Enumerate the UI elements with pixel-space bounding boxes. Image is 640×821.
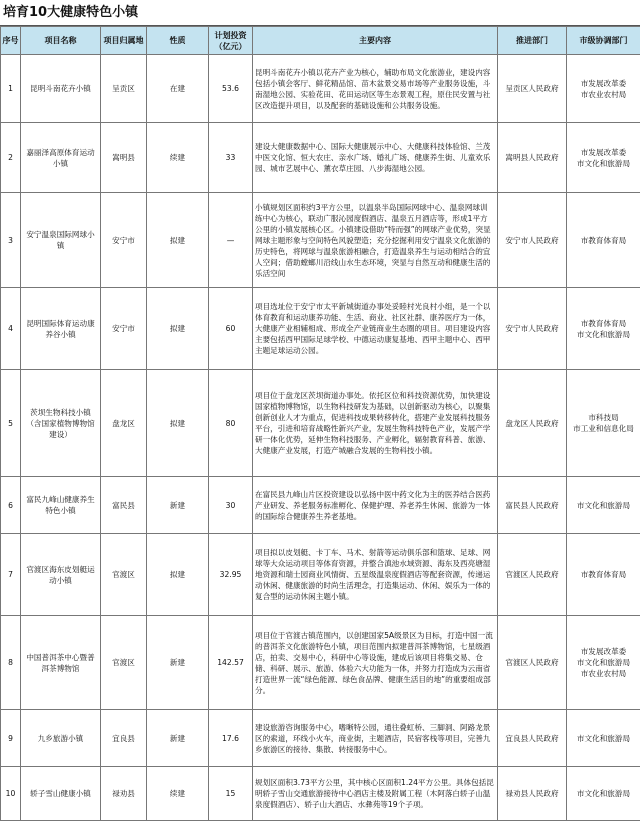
cell-nature: 拟建 <box>147 193 209 288</box>
cell-invest: 33 <box>209 123 253 193</box>
cell-no: 6 <box>1 477 21 534</box>
cell-coord: 市科技局 市工业和信息化局 <box>567 370 640 477</box>
cell-invest: 80 <box>209 370 253 477</box>
cell-place: 富民县 <box>101 477 147 534</box>
cell-dept: 官渡区人民政府 <box>498 616 567 710</box>
table-row <box>1 123 640 193</box>
cell-no: 4 <box>1 288 21 370</box>
table-row <box>1 477 640 534</box>
cell-place: 盘龙区 <box>101 370 147 477</box>
cell-no: 2 <box>1 123 21 193</box>
cell-name: 轿子雪山健康小镇 <box>21 767 101 821</box>
cell-no: 5 <box>1 370 21 477</box>
table-row <box>1 710 640 767</box>
table-row <box>1 288 640 370</box>
col-header-place: 项目归属地 <box>101 27 147 55</box>
cell-coord: 市发展改革委 市文化和旅游局 <box>567 123 640 193</box>
cell-no: 7 <box>1 534 21 616</box>
cell-place: 安宁市 <box>101 288 147 370</box>
cell-coord: 市文化和旅游局 <box>567 710 640 767</box>
cell-nature: 续建 <box>147 767 209 821</box>
cell-no: 10 <box>1 767 21 821</box>
cell-place: 官渡区 <box>101 616 147 710</box>
table-header-row <box>1 27 640 55</box>
cell-name: 九乡旅游小镇 <box>21 710 101 767</box>
cell-dept: 呈贡区人民政府 <box>498 55 567 123</box>
cell-name: 安宁温泉国际网球小镇 <box>21 193 101 288</box>
cell-nature: 在建 <box>147 55 209 123</box>
cell-coord: 市教育体育局 <box>567 534 640 616</box>
cell-dept: 安宁市人民政府 <box>498 288 567 370</box>
table-row <box>1 55 640 123</box>
table-row <box>1 534 640 616</box>
cell-no: 9 <box>1 710 21 767</box>
col-header-name: 项目名称 <box>21 27 101 55</box>
col-header-content: 主要内容 <box>253 27 498 55</box>
cell-content: 项目位于官渡古镇范围内，以创建国家5A级景区为目标，打造中国一流的普洱茶文化旅游特色小镇，项目范围内拟建普洱茶博物馆，七星级酒店，拍卖、交易中心，科研中心等设施，建成后该项目将集交易、仓储、科研、展示、旅游、体验六大功能为一体，并努力打造成为云南省打造世界一流“绿色能源、绿色食品牌、健康生活目的地”的重要组成部分。 <box>253 616 498 710</box>
cell-dept: 宜良县人民政府 <box>498 710 567 767</box>
cell-dept: 安宁市人民政府 <box>498 193 567 288</box>
cell-place: 呈贡区 <box>101 55 147 123</box>
cell-dept: 富民县人民政府 <box>498 477 567 534</box>
cell-coord: 市发展改革委 市文化和旅游局 市农业农村局 <box>567 616 640 710</box>
col-header-invest: 计划投资（亿元） <box>209 27 253 55</box>
cell-invest: 30 <box>209 477 253 534</box>
cell-nature: 拟建 <box>147 370 209 477</box>
projects-table <box>0 26 640 821</box>
cell-nature: 续建 <box>147 123 209 193</box>
cell-content: 在富民县九峰山片区投资建设以弘扬中医中药文化为主的医养结合医药产业研发、养老服务标准孵化、保健护理、养老养生休闲、旅游为一体的国际综合健康养生养老基地。 <box>253 477 498 534</box>
table-row <box>1 767 640 821</box>
cell-name: 茨坝生物科技小镇（含国家植物博物馆建设） <box>21 370 101 477</box>
table-row <box>1 370 640 477</box>
cell-invest: — <box>209 193 253 288</box>
table-row <box>1 193 640 288</box>
cell-dept: 禄劝县人民政府 <box>498 767 567 821</box>
cell-nature: 新建 <box>147 710 209 767</box>
cell-invest: 15 <box>209 767 253 821</box>
cell-dept: 官渡区人民政府 <box>498 534 567 616</box>
cell-name: 官渡区海东皮划艇运动小镇 <box>21 534 101 616</box>
cell-content: 建设旅游咨询服务中心，嗜晰特公园，通往叠虹桥、三脚洞、阿路龙景区的索道，环线小火车，商业街，主题酒店，民宿客栈等项目，完善九乡旅游区的接待、集散、转接服务中心。 <box>253 710 498 767</box>
cell-place: 官渡区 <box>101 534 147 616</box>
cell-nature: 拟建 <box>147 288 209 370</box>
cell-name: 嘉丽泽高原体育运动小镇 <box>21 123 101 193</box>
cell-content: 小镇规划区面积约3平方公里，以温泉半岛国际网球中心、温泉网球训练中心为核心，联动广服沁园度假酒店、温泉五月酒店等，形成1平方公里的小镇发展核心区。小镇建设借助“特而强”的网球产业优势，突显网球主题形象与空间特色风貌塑造；充分挖掘利用安宁温泉文化旅游的历史特色，将网球与温泉旅游相融合，打造温泉养生与运动相结合的宜人空间；借助螳螂川沿线山水生态环境，突显与自然互动和健康生活的乐活空间 <box>253 193 498 288</box>
col-header-nature: 性质 <box>147 27 209 55</box>
page-title: 培育10大健康特色小镇 <box>0 0 640 26</box>
cell-content: 项目位于盘龙区茨坝街道办事处。依托区位和科技资源优势，加快建设国家植物博物馆，以生物科技研发为基础，以创新驱动为核心，以聚集创新创业人才为重点，促进科技成果转移转化，搭建产业发展科技服务平台，引进和培育战略性新兴产业，发展生物科技特色产业，发展产学研一体化优势，延伸生物科技服务、产业孵化，辐射教育科普、旅游、大健康产业发展，打造产城融合发展的生物科技小镇。 <box>253 370 498 477</box>
col-header-dept: 推进部门 <box>498 27 567 55</box>
cell-invest: 53.6 <box>209 55 253 123</box>
cell-content: 规划区面积3.73平方公里，其中核心区面积1.24平方公里。具体包括昆明轿子雪山交通旅游接待中心酒店主楼及附属工程（木阿落白轿子山温泉度假酒店）、轿子山大酒店、水彝苑等19个子项。 <box>253 767 498 821</box>
cell-content: 项目拟以皮划艇、卡丁车、马术、射箭等运动俱乐部和篮球、足球、网球等大众运动项目等体育资源，并整合滇池水域资源、海东及西亮塘湿地资源和瑞士园商业风情街、五星级温泉度假酒店等配套资源，传递运动休闲、健康旅游的时尚生活理念，打造集运动、休闲、娱乐为一体的复合型的运动休闲主题小镇。 <box>253 534 498 616</box>
cell-content: 昆明斗南花卉小镇以花卉产业为核心，辅助布局文化旅游业，建设内容包括小镇会客厅、鲜花精品馆、苗木盆景交易市场等产业服务设施，斗南湿地公园、实验花田、花田运动区等生态景观工程，原住民安置与社区改造提升项目，以及配套的基础设施和公共服务设施。 <box>253 55 498 123</box>
cell-name: 富民九峰山健康养生特色小镇 <box>21 477 101 534</box>
cell-content: 项目选址位于安宁市太平新城街道办事处妥睦村光良村小组，是一个以体育教育和运动康养功能、生活、商业、社区社群、康养医疗为一体，大健康产业相辅相成、形成全产业链商业生态圈的项目。项目建设内容主要包括西甲国际足球学校、中德运动康复基地、西甲主题中心、西甲主题足球运动公园。 <box>253 288 498 370</box>
cell-no: 1 <box>1 55 21 123</box>
cell-content: 建设大健康数据中心、国际大健康展示中心、大健康科技体验馆、兰茂中医文化馆、恒大农庄、亲水广场、婚礼广场、健康养生街、儿童欢乐园、城市艺展中心、薰衣草庄园、八步海湿地公园。 <box>253 123 498 193</box>
col-header-no: 序号 <box>1 27 21 55</box>
cell-place: 嵩明县 <box>101 123 147 193</box>
col-header-coord: 市级协调部门 <box>567 27 640 55</box>
cell-invest: 17.6 <box>209 710 253 767</box>
cell-dept: 嵩明县人民政府 <box>498 123 567 193</box>
cell-place: 禄劝县 <box>101 767 147 821</box>
cell-name: 中国普洱茶中心暨普洱茶博物馆 <box>21 616 101 710</box>
cell-coord: 市发展改革委 市农业农村局 <box>567 55 640 123</box>
cell-no: 8 <box>1 616 21 710</box>
cell-dept: 盘龙区人民政府 <box>498 370 567 477</box>
cell-coord: 市教育体育局 <box>567 193 640 288</box>
cell-no: 3 <box>1 193 21 288</box>
cell-invest: 60 <box>209 288 253 370</box>
cell-nature: 新建 <box>147 477 209 534</box>
cell-coord: 市文化和旅游局 <box>567 477 640 534</box>
cell-name: 昆明国际体育运动康养谷小镇 <box>21 288 101 370</box>
cell-coord: 市教育体育局 市文化和旅游局 <box>567 288 640 370</box>
cell-name: 昆明斗南花卉小镇 <box>21 55 101 123</box>
cell-invest: 142.57 <box>209 616 253 710</box>
cell-invest: 32.95 <box>209 534 253 616</box>
cell-place: 安宁市 <box>101 193 147 288</box>
table-row <box>1 616 640 710</box>
cell-place: 宜良县 <box>101 710 147 767</box>
cell-coord: 市文化和旅游局 <box>567 767 640 821</box>
cell-nature: 新建 <box>147 616 209 710</box>
cell-nature: 拟建 <box>147 534 209 616</box>
